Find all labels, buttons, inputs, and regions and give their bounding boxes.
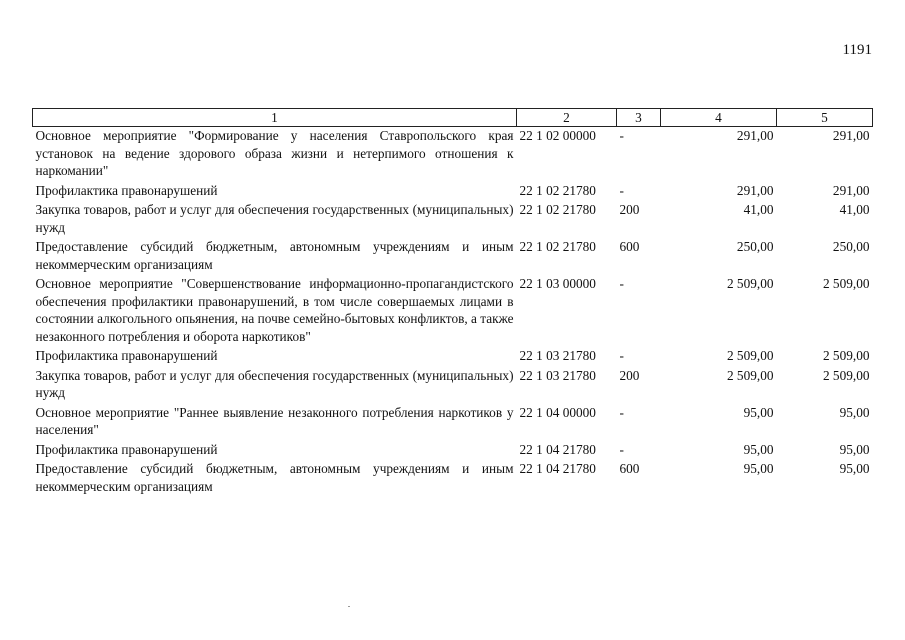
cell-target-code: 22 1 02 21780 bbox=[519, 182, 596, 198]
cell-target-code: 22 1 03 21780 bbox=[519, 348, 596, 363]
cell-amount-2: 2 509,00 bbox=[822, 367, 870, 383]
cell-description: Профилактика правонарушений bbox=[35, 348, 218, 363]
cell-expense-type: - bbox=[619, 348, 624, 363]
table-row bbox=[33, 238, 873, 275]
table-row bbox=[33, 347, 873, 367]
cell-target-code: 22 1 03 21780 bbox=[519, 367, 596, 383]
cell-target-code: 22 1 02 21780 bbox=[519, 202, 596, 217]
cell-description: Основное мероприятие "Совершенствование информационно-пропагандистского обеспечения профилактики правонарушений, в том числе совершаемых лицами в состоянии алкогольного опьянения, на почве семейно-бытовых конфликтов, а также незаконного потребления и оборота наркотиков" bbox=[35, 276, 514, 344]
column-header-3: 3 bbox=[617, 109, 661, 127]
cell-amount-1: 2 509,00 bbox=[726, 276, 774, 291]
cell-target-code: 22 1 04 21780 bbox=[519, 441, 596, 457]
cell-amount-2: 2 509,00 bbox=[822, 348, 870, 363]
cell-target-code: 22 1 04 00000 bbox=[519, 404, 596, 420]
cell-amount-1: 95,00 bbox=[743, 441, 774, 457]
column-header-5: 5 bbox=[777, 109, 873, 127]
table-row bbox=[33, 182, 873, 202]
cell-target-code: 22 1 04 21780 bbox=[519, 461, 596, 476]
cell-amount-1: 291,00 bbox=[736, 128, 774, 143]
cell-expense-type: - bbox=[619, 182, 624, 198]
cell-description: Основное мероприятие "Раннее выявление незаконного потребления наркотиков у населения" bbox=[35, 404, 514, 437]
cell-amount-1: 95,00 bbox=[743, 404, 774, 420]
cell-amount-2: 95,00 bbox=[839, 404, 870, 420]
cell-amount-1: 2 509,00 bbox=[726, 367, 774, 383]
cell-amount-1: 2 509,00 bbox=[726, 348, 774, 363]
cell-amount-2: 291,00 bbox=[832, 182, 870, 198]
cell-expense-type: - bbox=[619, 441, 624, 457]
cell-description: Профилактика правонарушений bbox=[35, 182, 218, 198]
table-row bbox=[33, 460, 873, 497]
cell-description: Закупка товаров, работ и услуг для обеспечения государственных (муниципальных) нужд bbox=[35, 202, 514, 235]
cell-amount-1: 291,00 bbox=[736, 182, 774, 198]
cell-amount-2: 250,00 bbox=[832, 239, 870, 254]
header-row bbox=[33, 109, 873, 127]
table-row bbox=[33, 404, 873, 441]
cell-amount-2: 95,00 bbox=[839, 461, 870, 476]
cell-amount-1: 41,00 bbox=[743, 202, 774, 217]
cell-amount-1: 95,00 bbox=[743, 461, 774, 476]
cell-amount-1: 250,00 bbox=[736, 239, 774, 254]
table-row bbox=[33, 275, 873, 347]
cell-amount-2: 41,00 bbox=[839, 202, 870, 217]
table-header bbox=[33, 109, 873, 127]
cell-description: Основное мероприятие "Формирование у населения Ставропольского края установок на ведение здорового образа жизни и нетерпимого отношения к наркомании" bbox=[35, 128, 514, 178]
cell-description: Предоставление субсидий бюджетным, автономным учреждениям и иным некоммерческим организациям bbox=[35, 239, 514, 272]
cell-description: Закупка товаров, работ и услуг для обеспечения государственных (муниципальных) нужд bbox=[35, 367, 514, 400]
column-header-4: 4 bbox=[661, 109, 777, 127]
cell-expense-type: 600 bbox=[619, 239, 640, 254]
cell-expense-type: - bbox=[619, 276, 624, 291]
scan-speck bbox=[348, 606, 350, 607]
cell-expense-type: 200 bbox=[619, 367, 640, 383]
table-row bbox=[33, 367, 873, 404]
budget-table bbox=[32, 108, 873, 497]
cell-amount-2: 95,00 bbox=[839, 441, 870, 457]
cell-expense-type: - bbox=[619, 404, 624, 420]
table-row bbox=[33, 441, 873, 461]
table-row bbox=[33, 201, 873, 238]
table-row bbox=[33, 127, 873, 182]
cell-target-code: 22 1 02 00000 bbox=[519, 128, 596, 143]
cell-amount-2: 291,00 bbox=[832, 128, 870, 143]
column-header-2: 2 bbox=[517, 109, 617, 127]
cell-description: Предоставление субсидий бюджетным, автономным учреждениям и иным некоммерческим организациям bbox=[35, 461, 514, 494]
table-body bbox=[33, 127, 873, 498]
cell-expense-type: 200 bbox=[619, 202, 640, 217]
column-header-1: 1 bbox=[33, 109, 517, 127]
page-number: 1191 bbox=[842, 42, 872, 58]
cell-target-code: 22 1 03 00000 bbox=[519, 276, 596, 291]
cell-target-code: 22 1 02 21780 bbox=[519, 239, 596, 254]
cell-description: Профилактика правонарушений bbox=[35, 441, 218, 457]
cell-amount-2: 2 509,00 bbox=[822, 276, 870, 291]
cell-expense-type: 600 bbox=[619, 461, 640, 476]
cell-expense-type: - bbox=[619, 128, 624, 143]
